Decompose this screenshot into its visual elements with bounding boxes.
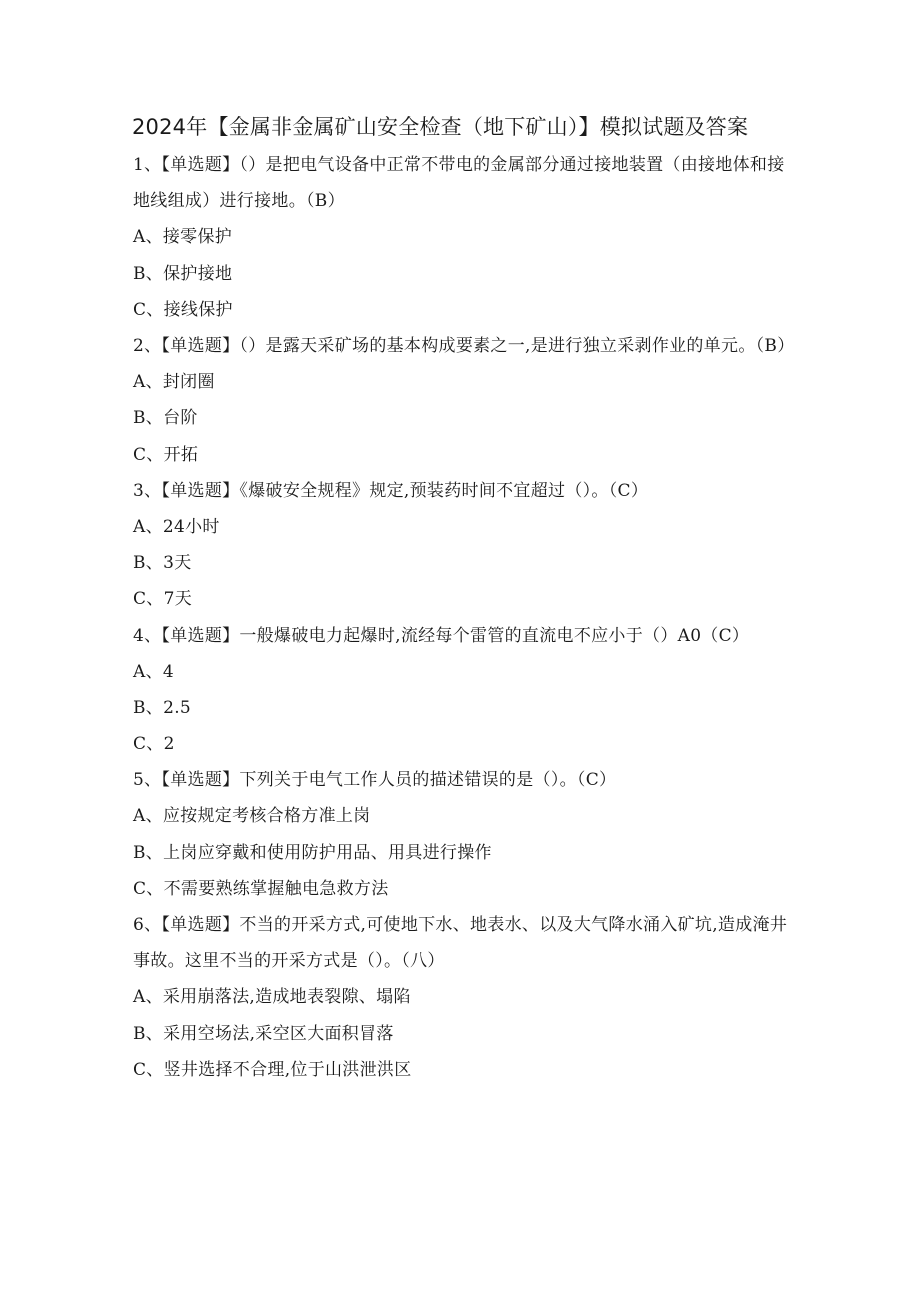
option-c: C、竖井选择不合理,位于山洪泄洪区 [133, 1059, 412, 1080]
document-title: 2024年【金属非金属矿山安全检查（地下矿山）】模拟试题及答案 [132, 115, 749, 139]
question-text: 4、【单选题】一般爆破电力起爆时,流经每个雷管的直流电不应小于（）A0（C） [133, 625, 750, 646]
question-text: 2、【单选题】（）是露天采矿场的基本构成要素之一,是进行独立采剥作业的单元。（B） [133, 335, 795, 356]
option-a: A、24小时 [133, 516, 220, 537]
option-b: B、保护接地 [133, 263, 233, 284]
option-c: C、2 [133, 734, 175, 755]
question-5 [133, 762, 793, 901]
option-c: C、接线保护 [133, 299, 233, 320]
option-a: A、封闭圈 [133, 372, 215, 393]
option-a: A、采用崩落法,造成地表裂隙、塌陷 [133, 987, 411, 1008]
question-list [133, 153, 793, 1094]
question-3 [133, 473, 793, 612]
option-b: B、采用空场法,采空区大面积冒落 [133, 1023, 394, 1044]
option-a: A、应按规定考核合格方准上岗 [133, 806, 371, 827]
option-b: B、2.5 [133, 697, 192, 718]
question-4 [133, 618, 793, 757]
question-6 [133, 907, 793, 1082]
question-text: 6、【单选题】不当的开采方式,可使地下水、地表水、以及大气降水涌入矿坑,造成淹井事故。这里不当的开采方式是（）。（八） [133, 915, 788, 972]
question-2 [133, 328, 793, 467]
option-c: C、7天 [133, 589, 193, 610]
question-text: 5、【单选题】下列关于电气工作人员的描述错误的是（）。（C） [133, 770, 617, 791]
option-c: C、不需要熟练掌握触电急救方法 [133, 878, 389, 899]
question-1 [133, 147, 793, 322]
option-b: B、3天 [133, 553, 192, 574]
option-b: B、台阶 [133, 408, 198, 429]
option-c: C、开拓 [133, 444, 199, 465]
option-a: A、接零保护 [133, 227, 233, 248]
option-b: B、上岗应穿戴和使用防护用品、用具进行操作 [133, 842, 492, 863]
option-a: A、4 [133, 661, 174, 682]
question-text: 1、【单选题】（）是把电气设备中正常不带电的金属部分通过接地装置（由接地体和接地线组成）进行接地。（B） [133, 155, 785, 212]
question-text: 3、【单选题】《爆破安全规程》规定,预装药时间不宜超过（）。（C） [133, 480, 649, 501]
